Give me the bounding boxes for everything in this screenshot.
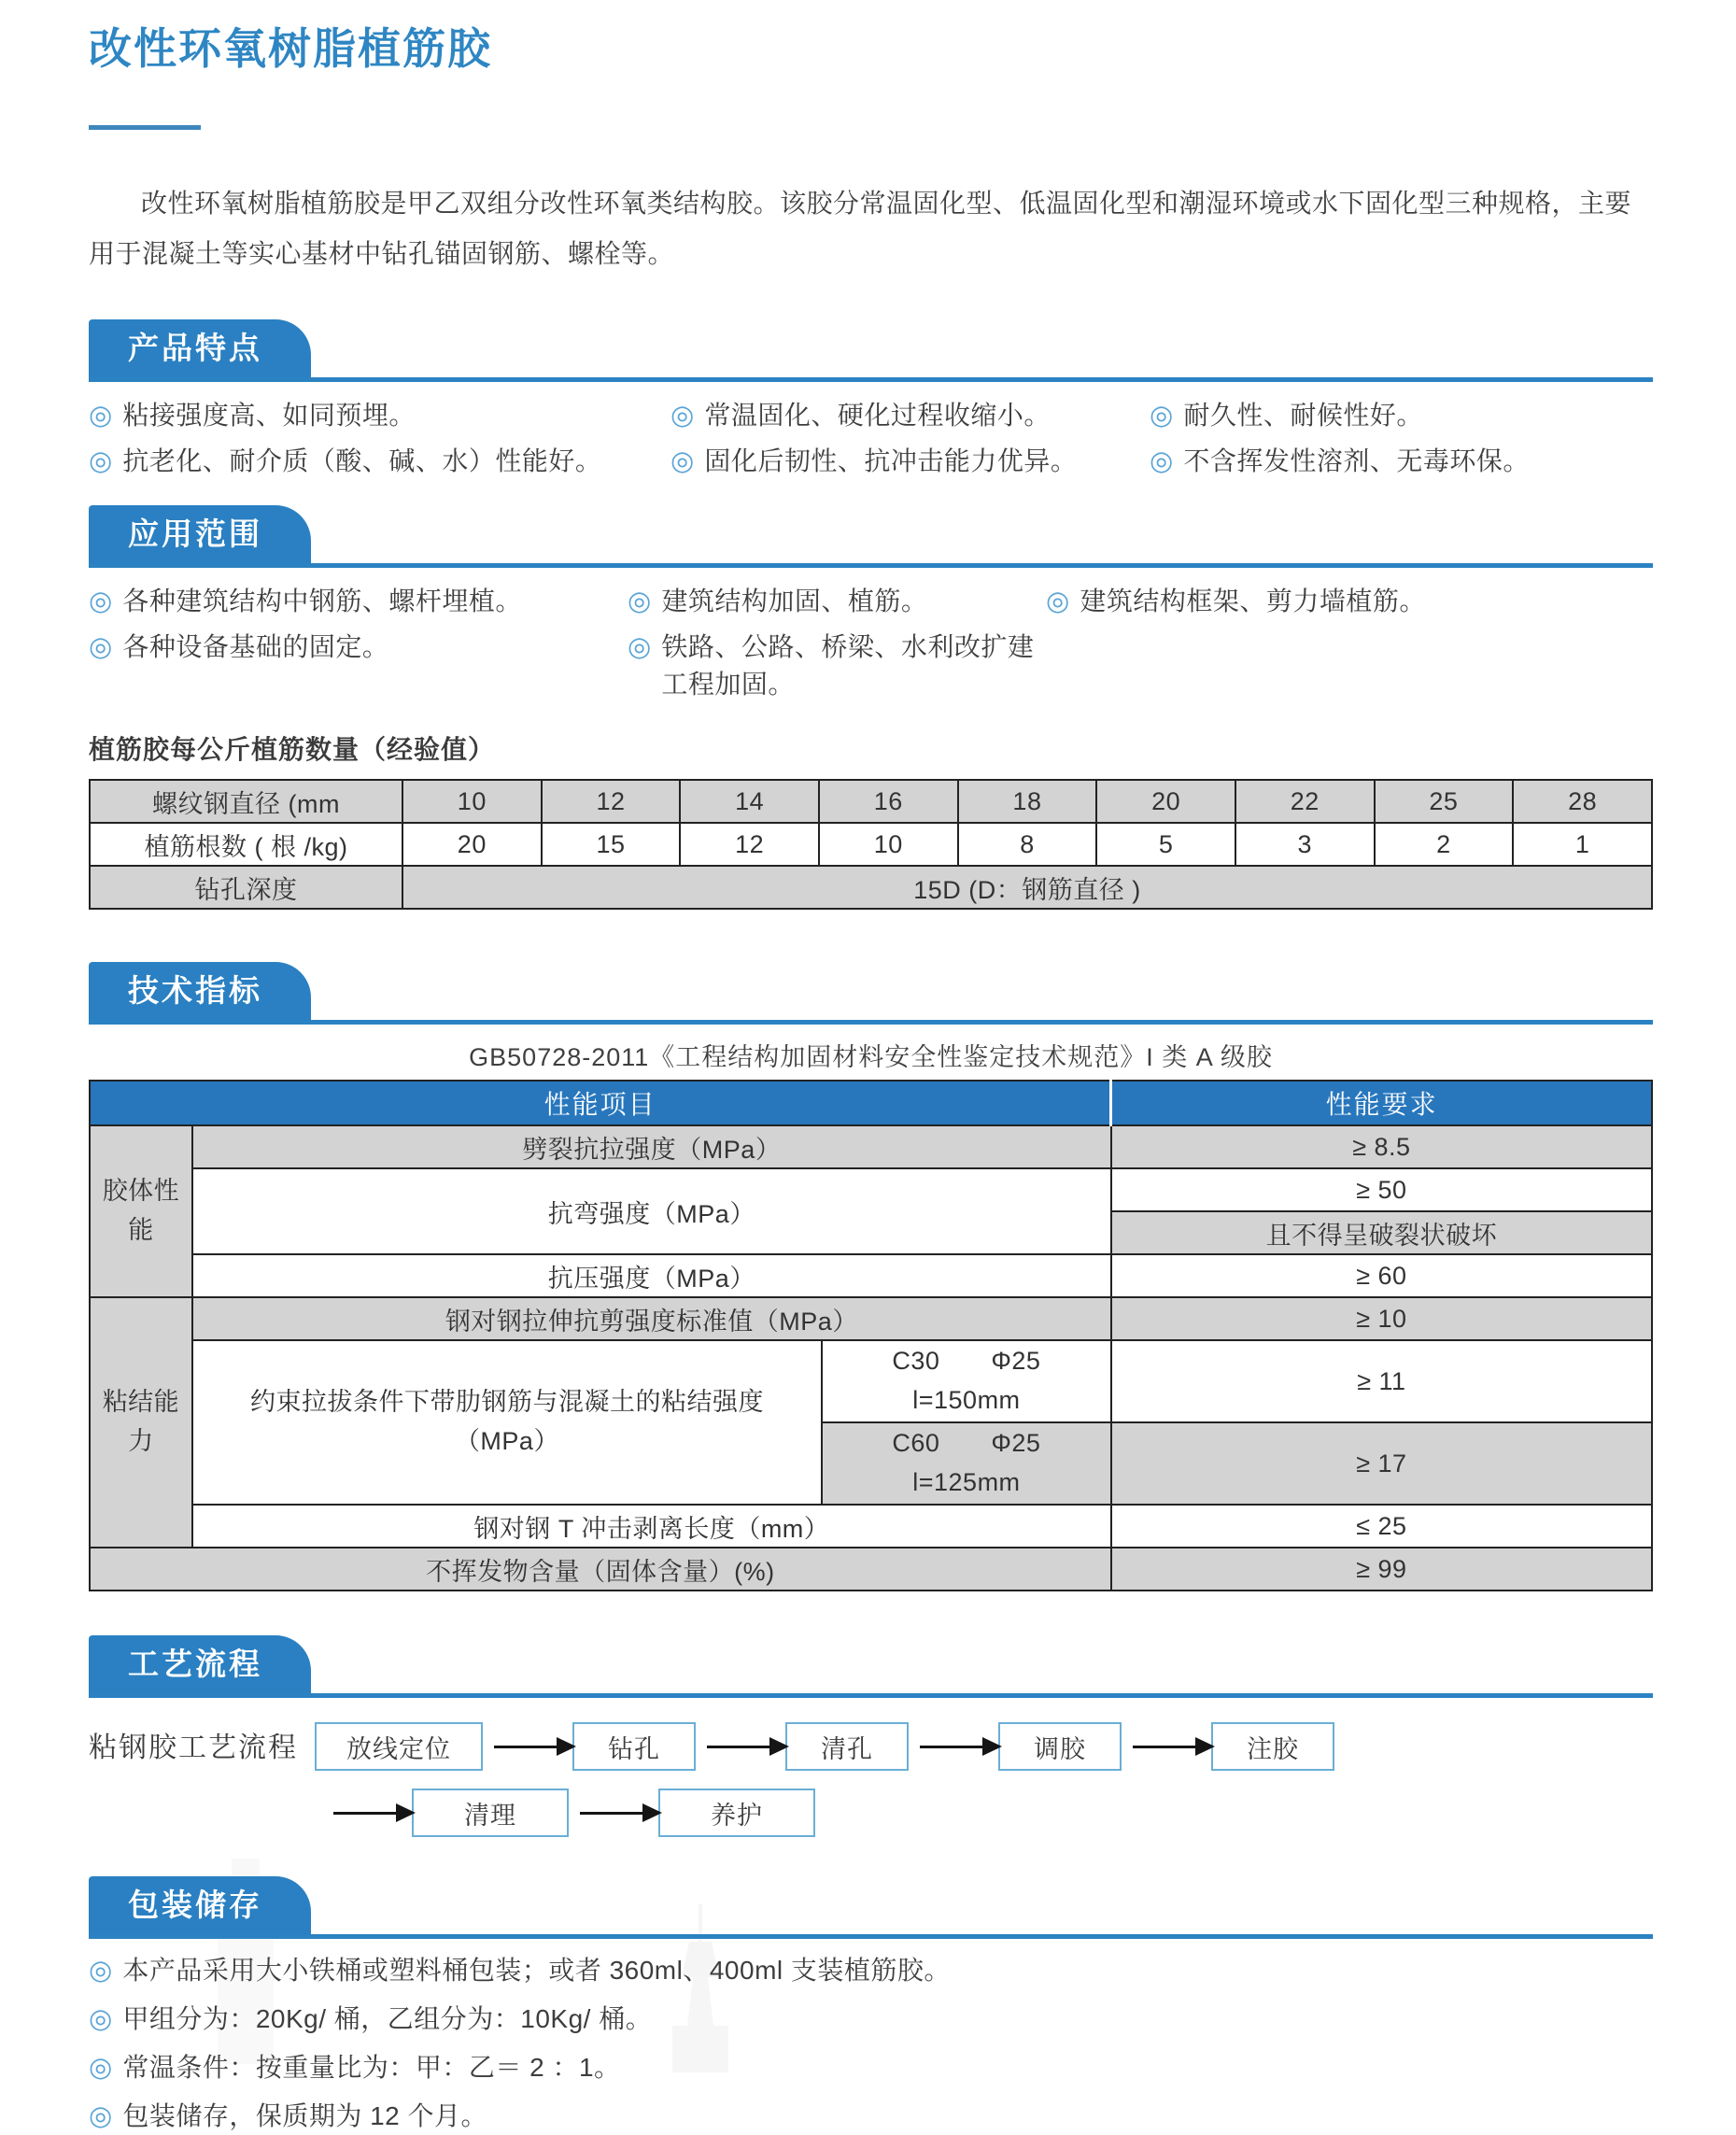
packaging-list	[89, 1952, 1653, 2135]
count-cell: 20	[402, 823, 542, 866]
requirement-cell: ≥ 11	[1111, 1340, 1652, 1422]
feature-text: 耐久性、耐候性好。	[1183, 401, 1423, 431]
count-cell: 5	[1096, 823, 1235, 866]
ring-bullet-icon: ◎	[1150, 401, 1174, 431]
list-item	[628, 583, 1046, 620]
list-item	[89, 443, 670, 480]
diameter-cell: 12	[542, 780, 681, 823]
list-item	[89, 2098, 1653, 2135]
page-title: 改性环氧树脂植筋胶	[89, 24, 492, 73]
column-header-req: 性能要求	[1111, 1081, 1652, 1125]
diameter-cell: 18	[958, 780, 1097, 823]
table-row	[90, 780, 1652, 823]
condition-length: l=150mm	[912, 1386, 1021, 1415]
application-text: 建筑结构框架、剪力墙植筋。	[1080, 587, 1426, 616]
count-cell: 12	[680, 823, 819, 866]
applications-list	[89, 583, 1653, 703]
ring-bullet-icon: ◎	[670, 401, 695, 431]
flow-subtitle: 粘钢胶工艺流程	[89, 1732, 298, 1764]
arrow-right-icon	[920, 1746, 983, 1748]
list-item	[89, 1952, 1653, 1989]
section-badge-packaging: 包装储存	[89, 1876, 311, 1934]
property-cell: 钢对钢拉伸抗剪强度标准值（MPa）	[192, 1297, 1111, 1340]
arrow-right-icon	[707, 1746, 770, 1748]
flow-step-box: 钻孔	[572, 1722, 696, 1771]
count-cell: 2	[1375, 823, 1514, 866]
list-item	[89, 629, 628, 703]
row-header: 螺纹钢直径 (mm	[90, 780, 402, 823]
requirement-cell: ≥ 10	[1111, 1297, 1652, 1340]
section-head-tech	[89, 962, 1653, 1025]
requirement-cell: ≥ 8.5	[1111, 1125, 1652, 1168]
diameter-cell: 16	[819, 780, 958, 823]
property-cell: 不挥发物含量（固体含量）(%)	[90, 1548, 1111, 1591]
column-header-item: 性能项目	[90, 1081, 1111, 1125]
arrow-right-icon	[580, 1812, 643, 1815]
flow-step-box: 注胶	[1211, 1722, 1334, 1771]
list-item	[89, 397, 670, 434]
application-text: 各种建筑结构中钢筋、螺杆埋植。	[122, 587, 522, 616]
process-flowchart	[89, 1722, 1653, 1837]
row-header: 植筋根数 ( 根 /kg)	[90, 823, 402, 866]
table-row	[90, 1125, 1652, 1168]
ring-bullet-icon: ◎	[89, 632, 113, 663]
list-item	[670, 443, 1150, 480]
intro-paragraph: 改性环氧树脂植筋胶是甲乙双组分改性环氧类结构胶。该胶分常温固化型、低温固化型和潮湿环境或水下固化型三种规格，主要用于混凝土等实心基材中钻孔锚固钢筋、螺栓等。	[89, 189, 1632, 269]
arrow-right-icon	[1133, 1746, 1196, 1748]
arrow-right-icon	[333, 1812, 397, 1815]
ring-bullet-icon: ◎	[89, 401, 113, 431]
ring-bullet-icon: ◎	[1150, 446, 1174, 477]
ring-bullet-icon: ◎	[89, 1956, 113, 1987]
requirement-cell: 且不得呈破裂状破坏	[1111, 1211, 1652, 1254]
count-cell: 1	[1513, 823, 1652, 866]
ring-bullet-icon: ◎	[89, 446, 113, 477]
row-header: 钻孔深度	[90, 866, 402, 909]
ring-bullet-icon: ◎	[670, 446, 695, 477]
property-text: 约束拉拔条件下带肋钢筋与混凝土的粘结强度	[249, 1388, 764, 1417]
requirement-cell: ≥ 99	[1111, 1548, 1652, 1591]
diameter-cell: 14	[680, 780, 819, 823]
list-item	[89, 2001, 1653, 2038]
requirement-cell: ≥ 50	[1111, 1168, 1652, 1211]
table-row	[90, 1505, 1652, 1548]
property-cell: 劈裂抗拉强度（MPa）	[192, 1125, 1111, 1168]
diameter-cell: 22	[1235, 780, 1375, 823]
packaging-text: 甲组分为：20Kg/ 桶，乙组分为：10Kg/ 桶。	[122, 2004, 653, 2034]
requirement-cell: ≥ 60	[1111, 1254, 1652, 1297]
table-row	[90, 1548, 1652, 1591]
ring-bullet-icon: ◎	[628, 587, 652, 617]
section-head-features	[89, 319, 1653, 382]
feature-text: 抗老化、耐介质（酸、碱、水）性能好。	[122, 446, 602, 476]
packaging-text: 本产品采用大小铁桶或塑料桶包装；或者 360ml、400ml 支装植筋胶。	[122, 1956, 951, 1986]
feature-text: 常温固化、硬化过程收缩小。	[704, 401, 1051, 431]
property-cell	[192, 1340, 822, 1505]
tech-table	[89, 1080, 1653, 1591]
property-unit: （MPa）	[454, 1427, 559, 1456]
table-row	[90, 823, 1652, 866]
condition-spec: C60 Φ25	[892, 1429, 1041, 1458]
section-head-packaging	[89, 1876, 1653, 1939]
title-underline	[89, 125, 201, 130]
property-cell: 抗压强度（MPa）	[192, 1254, 1111, 1297]
flow-row-1	[315, 1722, 1653, 1771]
diameter-cell: 20	[1096, 780, 1235, 823]
ring-bullet-icon: ◎	[89, 2053, 113, 2084]
list-item	[670, 397, 1150, 434]
table-row	[90, 1254, 1652, 1297]
ring-bullet-icon: ◎	[89, 587, 113, 617]
group-cell	[90, 1297, 192, 1548]
ring-bullet-icon: ◎	[628, 632, 652, 663]
feature-text: 固化后韧性、抗冲击能力优异。	[704, 446, 1078, 476]
table-row	[90, 1168, 1652, 1211]
diameter-cell: 28	[1513, 780, 1652, 823]
condition-spec: C30 Φ25	[892, 1347, 1041, 1376]
list-item	[1150, 443, 1653, 480]
section-badge-tech: 技术指标	[89, 962, 311, 1020]
application-text: 建筑结构加固、植筋。	[661, 587, 928, 616]
count-cell: 15	[542, 823, 681, 866]
feature-text: 粘接强度高、如同预埋。	[122, 401, 416, 431]
condition-length: l=125mm	[912, 1468, 1021, 1497]
list-item	[1150, 397, 1653, 434]
feature-text: 不含挥发性溶剂、无毒环保。	[1183, 446, 1530, 476]
flow-step-box: 清孔	[785, 1722, 909, 1771]
requirement-cell: ≤ 25	[1111, 1505, 1652, 1548]
ring-bullet-icon: ◎	[89, 2101, 113, 2132]
tech-standard-caption: GB50728-2011《工程结构加固材料安全性鉴定技术规范》I 类 A 级胶	[469, 1043, 1273, 1072]
table-row	[90, 866, 1652, 909]
packaging-text: 常温条件：按重量比为：甲：乙＝ 2 ：1。	[122, 2053, 621, 2083]
list-item	[89, 2049, 1653, 2086]
application-text: 各种设备基础的固定。	[122, 632, 389, 662]
flow-step-box: 清理	[412, 1789, 569, 1837]
group-label: 胶体性能	[102, 1177, 180, 1245]
depth-value-cell: 15D (D：钢筋直径 )	[402, 866, 1652, 909]
property-cell: 钢对钢 T 冲击剥离长度（mm）	[192, 1505, 1111, 1548]
count-cell: 3	[1235, 823, 1375, 866]
flow-row-2	[322, 1789, 1653, 1837]
features-list	[89, 397, 1653, 480]
section-badge-applications: 应用范围	[89, 505, 311, 563]
ring-bullet-icon: ◎	[1046, 587, 1070, 617]
condition-cell	[822, 1422, 1111, 1505]
section-head-applications	[89, 505, 1653, 568]
table-header-row	[90, 1081, 1652, 1125]
flow-step-box: 调胶	[998, 1722, 1122, 1771]
condition-cell	[822, 1340, 1111, 1422]
application-text: 铁路、公路、桥梁、水利改扩建工程加固。	[661, 632, 1035, 700]
table-row	[90, 1297, 1652, 1340]
property-cell: 抗弯强度（MPa）	[192, 1168, 1111, 1254]
count-cell: 8	[958, 823, 1097, 866]
section-badge-process: 工艺流程	[89, 1635, 311, 1693]
group-cell	[90, 1125, 192, 1297]
ring-bullet-icon: ◎	[89, 2004, 113, 2035]
diameter-cell: 10	[402, 780, 542, 823]
dosage-table	[89, 779, 1653, 910]
packaging-text: 包装储存，保质期为 12 个月。	[122, 2101, 488, 2131]
list-item	[89, 583, 628, 620]
flow-step-box: 养护	[658, 1789, 815, 1837]
table-row	[90, 1340, 1652, 1422]
dosage-table-title: 植筋胶每公斤植筋数量（经验值）	[89, 735, 496, 765]
section-badge-features: 产品特点	[89, 319, 311, 377]
list-item	[628, 629, 1046, 703]
list-item	[1046, 583, 1653, 620]
count-cell: 10	[819, 823, 958, 866]
group-label: 粘结能力	[102, 1388, 180, 1456]
diameter-cell: 25	[1375, 780, 1514, 823]
requirement-cell: ≥ 17	[1111, 1422, 1652, 1505]
section-head-process	[89, 1635, 1653, 1698]
flow-step-box: 放线定位	[315, 1722, 483, 1771]
arrow-right-icon	[494, 1746, 557, 1748]
